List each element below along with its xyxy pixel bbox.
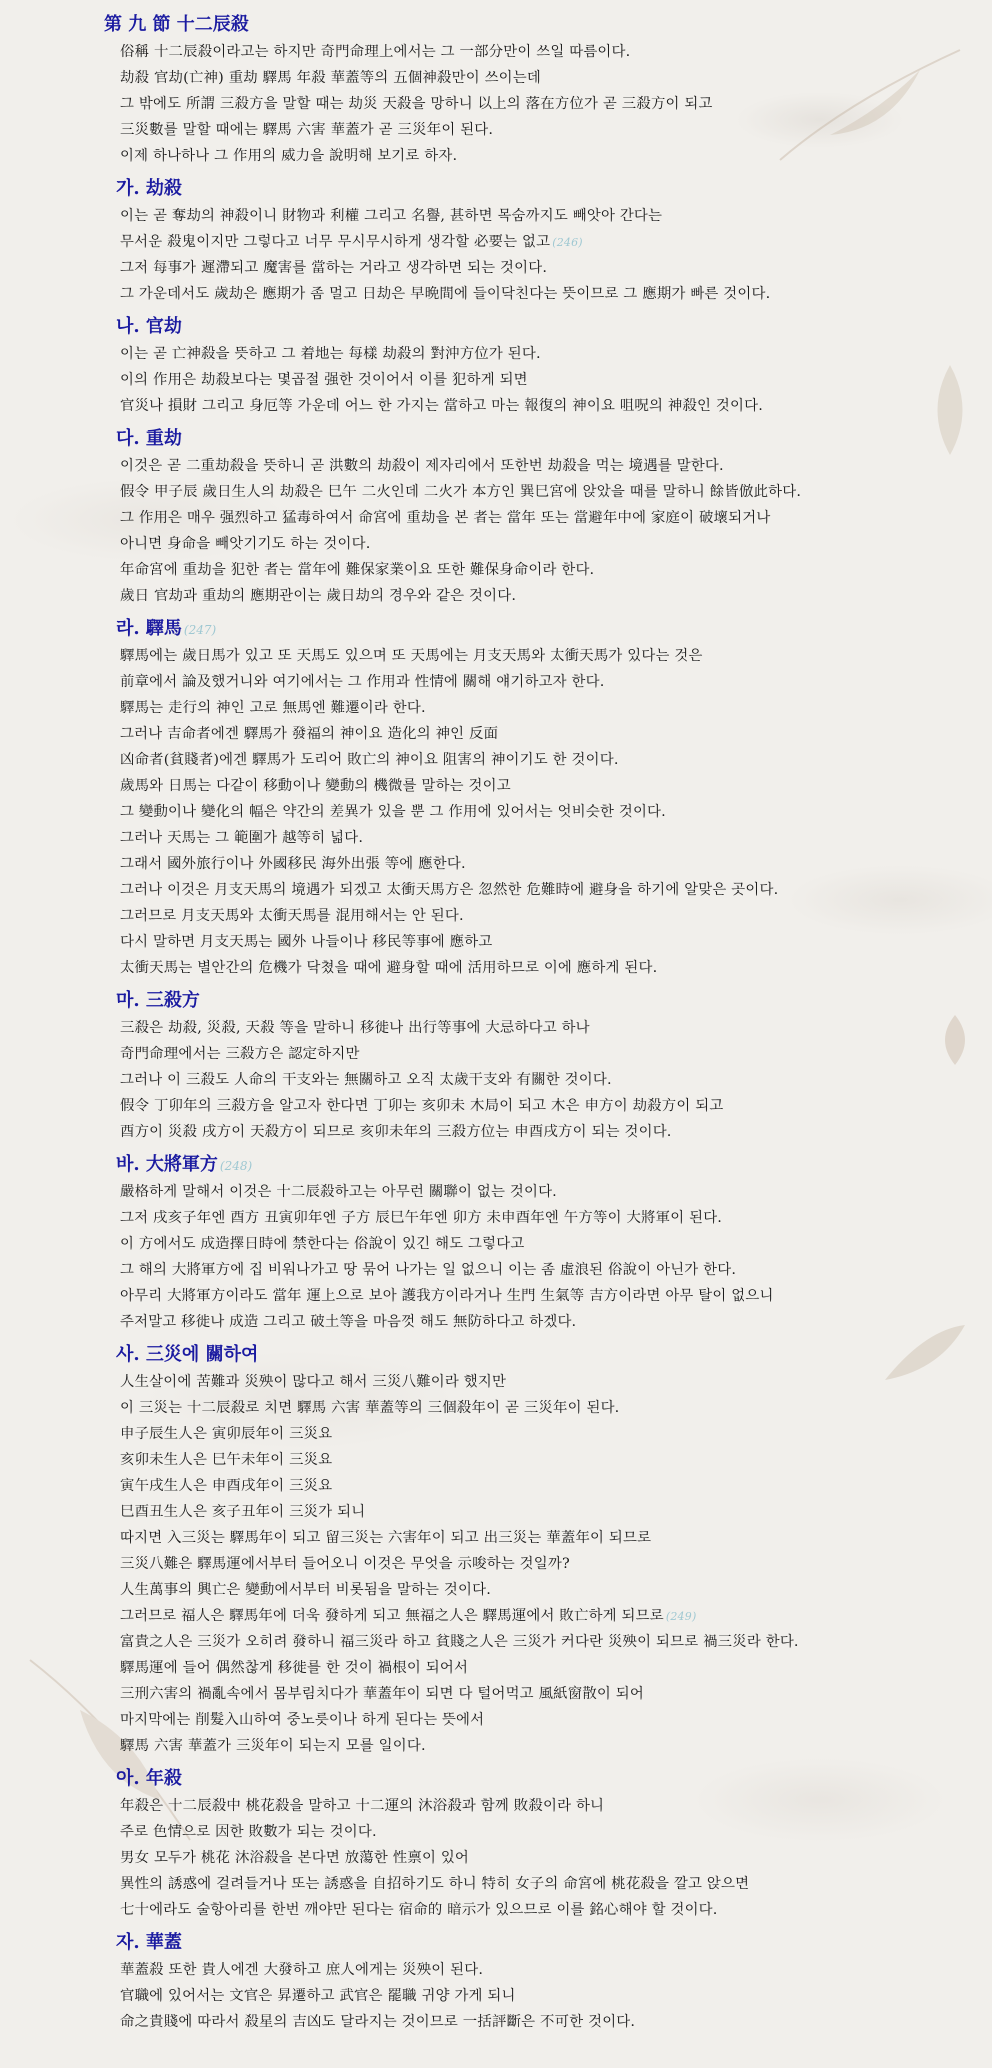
text-line: 아니면 身命을 빼앗기기도 하는 것이다. <box>120 536 371 552</box>
text-line: 따지면 入三災는 驛馬年이 되고 留三災는 六害年이 되고 出三災는 華蓋年이 되므로 <box>120 1530 652 1546</box>
text-line: 人生살이에 苦難과 災殃이 많다고 해서 三災八難이라 했지만 <box>120 1374 507 1390</box>
text-line: 歲日 官劫과 重劫의 應期관이는 歲日劫의 경우와 같은 것이다. <box>120 588 517 604</box>
text-line: 三殺은 劫殺, 災殺, 天殺 等을 말하니 移徙나 出行等事에 大忌하다고 하나 <box>120 1020 590 1036</box>
text-line: 巳酉丑生人은 亥子丑年이 三災가 되니 <box>120 1504 366 1520</box>
text-line: 前章에서 論及했거니와 여기에서는 그 作用과 性情에 關해 얘기하고자 한다. <box>120 674 605 690</box>
text-line: 그러나 이 三殺도 人命의 干支와는 無關하고 오직 太歲干支와 有關한 것이다. <box>120 1072 612 1088</box>
text-line: 華蓋殺 또한 貴人에겐 大發하고 庶人에게는 災殃이 된다. <box>120 1962 484 1978</box>
text-line: 무서운 殺鬼이지만 그렇다고 너무 무시무시하게 생각할 必要는 없고 (246) <box>120 234 583 250</box>
text-line: 그 變動이나 變化의 幅은 약간의 差異가 있을 뿐 그 作用에 있어서는 엇비슷한 것이다. <box>120 804 666 820</box>
text-line: 富貴之人은 三災가 오히려 發하니 福三災라 하고 貧賤之人은 三災가 커다란 災殃이 되므로 禍三災라 한다. <box>120 1634 799 1650</box>
text-line: 三災八難은 驛馬運에서부터 들어오니 이것은 무엇을 示唆하는 것일까? <box>120 1556 570 1572</box>
text-line: 劫殺 官劫(亡神) 重劫 驛馬 年殺 華蓋等의 五個神殺만이 쓰이는데 <box>120 70 541 86</box>
text-line: 이의 作用은 劫殺보다는 몇곱절 强한 것이어서 이를 犯하게 되면 <box>120 372 528 388</box>
text-line: 驛馬는 走行의 神인 고로 無馬엔 難遷이라 한다. <box>120 700 426 716</box>
page-reference: (249) <box>665 1610 697 1623</box>
text-line: 亥卯未生人은 巳午未年이 三災요 <box>120 1452 333 1468</box>
text-line: 이제 하나하나 그 作用의 威力을 說明해 보기로 하자. <box>120 148 458 164</box>
text-line: 그 해의 大將軍方에 집 비워나가고 땅 묶어 나가는 일 없으니 이는 좀 虛浪된 俗說이 아닌가 한다. <box>120 1262 737 1278</box>
text-line: 그 가운데서도 歲劫은 應期가 좀 멀고 日劫은 早晩間에 들이닥친다는 뜻이므로 그 應期가 빠른 것이다. <box>120 286 771 302</box>
text-line: 그저 每事가 遲滯되고 魔害를 當하는 거라고 생각하면 되는 것이다. <box>120 260 548 276</box>
text-line: 三刑六害의 禍亂속에서 몸부림치다가 華蓋年이 되면 다 털어먹고 風紙窗散이 되어 <box>120 1686 645 1702</box>
text-line: 年殺은 十二辰殺中 桃花殺을 말하고 十二運의 沐浴殺과 함께 敗殺이라 하니 <box>120 1798 605 1814</box>
page-reference: (247) <box>183 623 217 637</box>
text-line: 그저 戌亥子年엔 酉方 丑寅卯年엔 子方 辰巳午年엔 卯方 未申酉年엔 午方等이 大將軍이 된다. <box>120 1210 723 1226</box>
text-line: 주로 色情으로 因한 敗數가 되는 것이다. <box>120 1824 377 1840</box>
text-line: 七十에라도 술항아리를 한번 깨야만 된다는 宿命的 暗示가 있으므로 이를 銘心해야 할 것이다. <box>120 1902 718 1918</box>
text-line: 그러므로 月支天馬와 太衝天馬를 混用해서는 안 된다. <box>120 908 464 924</box>
text-line: 이 方에서도 成造擇日時에 禁한다는 俗說이 있긴 해도 그렇다고 <box>120 1236 525 1252</box>
text-line: 이것은 곧 二重劫殺을 뜻하니 곧 洪數의 劫殺이 제자리에서 또한번 劫殺을 먹는 境遇를 말한다. <box>120 458 724 474</box>
text-line: 이는 곧 奪劫의 神殺이니 財物과 利權 그리고 名譽, 甚하면 목숨까지도 빼앗아 간다는 <box>120 208 663 224</box>
text-line: 凶命者(貧賤者)에겐 驛馬가 도리어 敗亡의 神이요 阻害의 神이기도 한 것이다. <box>120 752 619 768</box>
text-line: 假令 甲子辰 歲日生人의 劫殺은 巳午 二火인데 二火가 本方인 巽巳宮에 앉았을 때를 말하니 餘皆倣此하다. <box>120 484 802 500</box>
text-line: 官職에 있어서는 文官은 昇遷하고 武官은 罷職 귀양 가게 되니 <box>120 1988 516 2004</box>
text-line: 그래서 國外旅行이나 外國移民 海外出張 等에 應한다. <box>120 856 466 872</box>
paper-leaf-decoration <box>920 360 980 460</box>
text-line: 그러나 吉命者에겐 驛馬가 發福의 神이요 造化의 神인 反面 <box>120 726 499 742</box>
text-line: 다시 말하면 月支天馬는 國外 나들이나 移民等事에 應하고 <box>120 934 493 950</box>
text-line: 그러므로 福人은 驛馬年에 더욱 發하게 되고 無福之人은 驛馬運에서 敗亡하게 되므로 (249) <box>120 1608 697 1624</box>
text-line: 驛馬 六害 華蓋가 三災年이 되는지 모를 일이다. <box>120 1738 426 1754</box>
section-heading: 바. 大將軍方 (248) <box>116 1154 253 1175</box>
chapter-title: 第 九 節 十二辰殺 <box>104 14 249 35</box>
text-line: 申子辰生人은 寅卯辰年이 三災요 <box>120 1426 333 1442</box>
paper-leaf-decoration <box>770 40 970 180</box>
section-heading: 아. 年殺 <box>116 1768 182 1789</box>
text-line: 異性의 誘惑에 걸려들거나 또는 誘惑을 自招하기도 하니 特히 女子의 命宮에 桃花殺을 깔고 앉으면 <box>120 1876 750 1892</box>
section-heading: 라. 驛馬 (247) <box>116 618 217 639</box>
text-line: 그러나 이것은 月支天馬의 境遇가 되겠고 太衝天馬方은 忽然한 危難時에 避身을 하기에 알맞은 곳이다. <box>120 882 779 898</box>
text-line: 命之貴賤에 따라서 殺星의 吉凶도 달라지는 것이므로 一括評斷은 不可한 것이다. <box>120 2014 636 2030</box>
text-line: 假令 丁卯年의 三殺方을 알고자 한다면 丁卯는 亥卯未 木局이 되고 木은 申方이 劫殺方이 되고 <box>120 1098 724 1114</box>
text-line: 주저말고 移徙나 成造 그리고 破土等을 마음껏 해도 無防하다고 하겠다. <box>120 1314 577 1330</box>
text-line: 驛馬에는 歲日馬가 있고 또 天馬도 있으며 또 天馬에는 月支天馬와 太衝天馬가 있다는 것은 <box>120 648 703 664</box>
text-line: 奇門命理에서는 三殺方은 認定하지만 <box>120 1046 360 1062</box>
paper-leaf-decoration <box>880 1320 970 1390</box>
page-reference: (246) <box>552 236 583 249</box>
text-line: 官災나 損財 그리고 身厄等 가운데 어느 한 가지는 當하고 마는 報復의 神이요 咀呪의 神殺인 것이다. <box>120 398 764 414</box>
text-line: 마지막에는 削髮入山하여 중노릇이나 하게 된다는 뜻에서 <box>120 1712 485 1728</box>
text-line: 年命宮에 重劫을 犯한 者는 當年에 難保家業이요 또한 難保身命이라 한다. <box>120 562 595 578</box>
paper-leaf-decoration <box>930 1010 980 1070</box>
text-line: 이는 곧 亡神殺을 뜻하고 그 着地는 每樣 劫殺의 對沖方位가 된다. <box>120 346 541 362</box>
text-line: 驛馬運에 들어 偶然찮게 移徙를 한 것이 禍根이 되어서 <box>120 1660 469 1676</box>
text-line: 그러나 天馬는 그 範圍가 越等히 넓다. <box>120 830 364 846</box>
text-line: 太衝天馬는 별안간의 危機가 닥쳤을 때에 避身할 때에 活用하므로 이에 應하게 된다. <box>120 960 658 976</box>
section-heading: 다. 重劫 <box>116 428 182 449</box>
text-line: 歲馬와 日馬는 다같이 移動이나 變動의 機微를 말하는 것이고 <box>120 778 511 794</box>
text-line: 酉方이 災殺 戌方이 天殺方이 되므로 亥卯未年의 三殺方位는 申酉戌方이 되는 것이다. <box>120 1124 672 1140</box>
section-heading: 마. 三殺方 <box>116 990 200 1011</box>
section-heading: 나. 官劫 <box>116 316 182 337</box>
section-heading: 사. 三災에 關하여 <box>116 1344 259 1365</box>
text-line: 男女 모두가 桃花 沐浴殺을 본다면 放蕩한 性禀이 있어 <box>120 1850 470 1866</box>
text-line: 嚴格하게 말해서 이것은 十二辰殺하고는 아무런 關聯이 없는 것이다. <box>120 1184 557 1200</box>
section-heading: 자. 華蓋 <box>116 1932 182 1953</box>
text-line: 三災數를 말할 때에는 驛馬 六害 華蓋가 곧 三災年이 된다. <box>120 122 494 138</box>
text-line: 그 作用은 매우 强烈하고 猛毒하여서 命宮에 重劫을 본 者는 當年 또는 當避年中에 家庭이 破壞되거나 <box>120 510 771 526</box>
text-line: 아무리 大將軍方이라도 當年 運上으로 보아 護我方이라거나 生門 生氣等 吉方이라면 아무 탈이 없으니 <box>120 1288 774 1304</box>
text-line: 人生萬事의 興亡은 變動에서부터 비롯됨을 말하는 것이다. <box>120 1582 491 1598</box>
page-reference: (248) <box>219 1159 253 1173</box>
text-line: 그 밖에도 所謂 三殺方을 말할 때는 劫災 天殺을 망하니 以上의 落在方位가 곧 三殺方이 되고 <box>120 96 713 112</box>
section-heading: 가. 劫殺 <box>116 178 182 199</box>
text-line: 寅午戌生人은 申酉戌年이 三災요 <box>120 1478 333 1494</box>
text-line: 이 三災는 十二辰殺로 치면 驛馬 六害 華蓋等의 三個殺年이 곧 三災年이 된다. <box>120 1400 620 1416</box>
text-line: 俗稱 十二辰殺이라고는 하지만 奇門命理上에서는 그 一部分만이 쓰일 따름이다. <box>120 44 631 60</box>
